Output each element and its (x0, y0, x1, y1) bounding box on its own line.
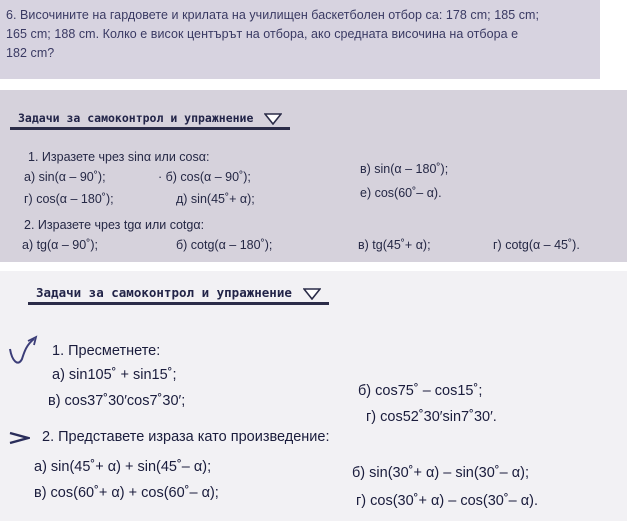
task-1-item-a: а) sin(α – 90˚); (24, 170, 106, 184)
task-1-item-e: е) cos(60˚– α). (360, 186, 442, 200)
task-2-item-g: г) cotg(α – 45˚). (493, 238, 580, 252)
task-2-item-v: в) tg(45˚+ α); (358, 238, 431, 252)
task-1-item-a: а) sin105˚ + sin15˚; (52, 367, 177, 383)
section-header-text: Задачи за самоконтрол и упражнение (36, 285, 292, 300)
section-header (0, 281, 400, 307)
task-1-item-g: г) cos(α – 180˚); (24, 192, 114, 206)
task-2-item-a: а) tg(α – 90˚); (22, 238, 99, 252)
handwritten-arrow-icon (8, 431, 30, 445)
problem-6-line-2: 165 cm; 188 cm. Колко е висок центърът на отбора, ако средната височина на отбора е (6, 27, 519, 41)
task-2-item-a: а) sin(45˚+ α) + sin(45˚– α); (34, 459, 212, 475)
task-1-item-v: в) cos37˚30′cos7˚30′; (48, 393, 186, 409)
task-1-item-b: б) cos75˚ – cos15˚; (358, 383, 483, 399)
task-1-item-d: д) sin(45˚+ α); (176, 192, 255, 206)
task-1-title: 1. Пресметнете: (52, 343, 161, 359)
problem-6-text (6, 6, 594, 63)
handwritten-check-mark-icon (6, 335, 40, 373)
task-2-title: 2. Представете израза като произведение: (42, 429, 330, 445)
task-1-item-b (158, 170, 251, 184)
task-2-item-v: в) cos(60˚+ α) + cos(60˚– α); (34, 485, 219, 501)
exercise-block-2 (0, 271, 627, 521)
problem-6-line-3: 182 cm? (6, 46, 55, 60)
triangle-down-icon (303, 288, 321, 300)
task-2-title: 2. Изразете чрез tgα или cotgα: (24, 218, 205, 232)
task-1-item-b-text: б) cos(α – 90˚); (165, 170, 251, 184)
triangle-down-icon (264, 113, 282, 125)
problem-6-line-1: 6. Височините на гардовете и крилата на училищен баскетболен отбор са: 178 cm; 185 cm; (6, 8, 540, 22)
task-1-title: 1. Изразете чрез sinα или cosα: (28, 150, 210, 164)
section-header-label (28, 283, 329, 305)
problem-6-strip (0, 0, 600, 79)
task-1-item-g: г) cos52˚30′sin7˚30′. (366, 409, 497, 425)
task-2-item-b: б) cotg(α – 180˚); (176, 238, 273, 252)
section-header-text: Задачи за самоконтрол и упражнение (18, 111, 254, 125)
dot-mark: · (158, 170, 166, 184)
exercise-block-1 (0, 90, 627, 262)
task-2-item-b: б) sin(30˚+ α) – sin(30˚– α); (352, 465, 529, 481)
task-2-item-g: г) cos(30˚+ α) – cos(30˚– α). (356, 493, 539, 509)
task-1-item-v: в) sin(α – 180˚); (360, 162, 449, 176)
section-header (0, 106, 330, 132)
section-header-label (10, 108, 290, 130)
